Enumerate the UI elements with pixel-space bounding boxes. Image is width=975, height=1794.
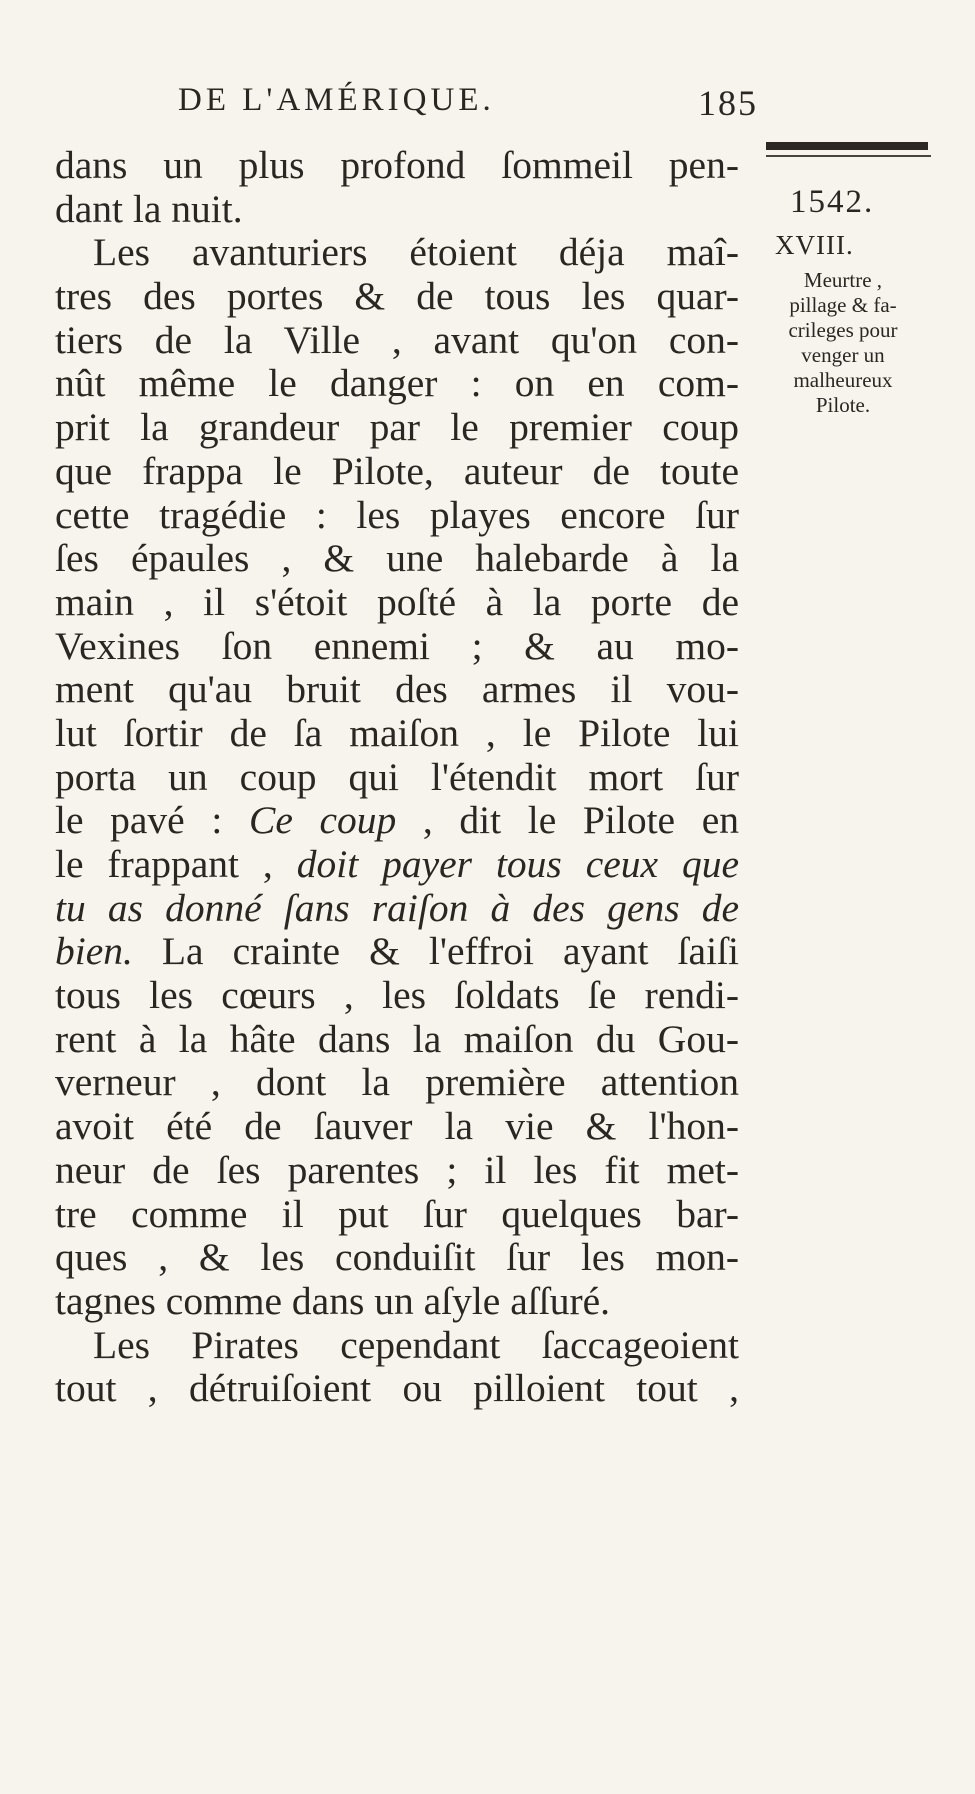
text-line: tres des portes & de tous les quar- [55,274,739,319]
running-title: DE L'AMÉRIQUE. [178,82,495,118]
thick-rule [766,142,928,150]
text-line: tre comme il put ſur quelques bar- [55,1191,739,1236]
text-line: Vexines ſon ennemi ; & au mo- [55,623,739,668]
thin-rule [766,155,931,157]
italic-phrase: bien. [55,929,133,974]
text-line: tiers de la Ville , avant qu'on con- [55,317,739,362]
text-line: tous les cœurs , les ſoldats ſe rendi- [55,973,739,1018]
text-line: ques , & les conduiſit ſur les mon- [55,1235,739,1280]
text-line: porta un coup qui l'étendit mort ſur [55,754,739,799]
text-line: prit la grandeur par le premier coup [55,405,739,450]
margin-year: 1542. [790,184,875,220]
text-segment: La crainte & l'effroi ayant ſaiſi [132,929,739,974]
text-line: Les avanturiers étoient déja maî- [93,230,739,275]
text-line [55,799,739,843]
margin-note-line: malheureux [793,368,893,392]
text-line: main , il s'étoit poſté à la porte de [55,579,739,624]
text-line: avoit été de ſauver la vie & l'hon- [55,1104,739,1149]
text-line: neur de ſes parentes ; il les fit met- [55,1147,739,1192]
text-line: dant la nuit. [55,186,243,231]
text-line: tagnes comme dans un aſyle aſſuré. [55,1278,611,1323]
page-header [178,82,758,132]
italic-phrase: doit payer tous ceux que [296,842,740,886]
margin-ornament-rule [766,142,931,176]
text-line: verneur , dont la première attention [55,1060,739,1105]
body-text [55,144,739,1411]
text-segment: , dit le Pilote en [396,798,740,843]
margin-section-number: XVIII. [775,230,854,260]
text-line: lut ſortir de ſa maiſon , le Pilote lui [55,710,739,755]
margin-note-line: Meurtre , [803,268,883,292]
text-line: nût même le danger : on en com- [55,361,739,406]
margin-note-line: pillage & fa- [789,293,897,317]
margin-note-line: venger un [801,343,885,367]
text-line: Les Pirates cependant ſaccageoient [93,1322,739,1367]
text-line: dans un plus profond ſommeil pen- [55,143,739,187]
margin-note-line: Pilote. [815,393,871,417]
text-segment: le pavé : [55,798,249,843]
text-segment: le frappant , [55,842,297,886]
page-number: 185 [698,83,758,123]
margin-note [752,268,934,418]
text-line [55,843,739,887]
text-line: rent à la hâte dans la maiſon du Gou- [55,1016,739,1061]
text-line: que frappa le Pilote, auteur de toute [55,448,739,493]
text-line: ſes épaules , & une halebarde à la [55,536,739,581]
italic-phrase: Ce coup [248,798,397,843]
text-line: tu as donné ſans raiſon à des gens de [55,885,739,930]
margin-note-line: crileges pour [788,318,898,342]
text-line [55,930,739,974]
text-line: cette tragédie : les playes encore ſur [55,492,739,537]
text-line: tout , détruiſoient ou pilloient tout , [55,1366,739,1411]
text-line: ment qu'au bruit des armes il vou- [55,667,739,712]
